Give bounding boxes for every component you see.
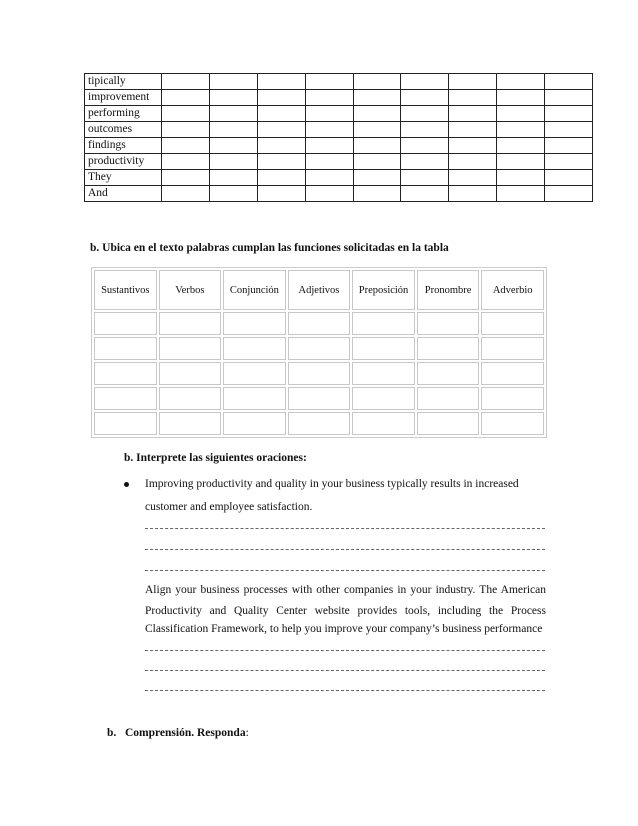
blank-cell[interactable] xyxy=(288,362,351,385)
blank-cell[interactable] xyxy=(449,186,497,202)
answer-line[interactable] xyxy=(145,690,545,691)
blank-cell[interactable] xyxy=(497,186,545,202)
blank-cell[interactable] xyxy=(305,106,353,122)
blank-cell[interactable] xyxy=(209,122,257,138)
blank-cell[interactable] xyxy=(257,90,305,106)
blank-cell[interactable] xyxy=(162,74,210,90)
blank-cell[interactable] xyxy=(353,154,401,170)
blank-cell[interactable] xyxy=(497,122,545,138)
blank-cell[interactable] xyxy=(94,387,157,410)
blank-cell[interactable] xyxy=(449,74,497,90)
function-header: Preposición xyxy=(352,270,415,310)
blank-cell[interactable] xyxy=(352,312,415,335)
blank-cell[interactable] xyxy=(352,387,415,410)
blank-cell[interactable] xyxy=(353,186,401,202)
blank-cell[interactable] xyxy=(288,312,351,335)
blank-cell[interactable] xyxy=(481,362,544,385)
blank-cell[interactable] xyxy=(94,412,157,435)
blank-cell[interactable] xyxy=(305,90,353,106)
blank-cell[interactable] xyxy=(401,106,449,122)
blank-cell[interactable] xyxy=(352,337,415,360)
function-table-row xyxy=(94,412,544,435)
function-header: Pronombre xyxy=(417,270,480,310)
blank-cell[interactable] xyxy=(159,362,222,385)
blank-cell[interactable] xyxy=(288,387,351,410)
function-table xyxy=(91,267,547,438)
blank-cell[interactable] xyxy=(288,337,351,360)
function-header: Adverbio xyxy=(481,270,544,310)
word-table-row xyxy=(85,138,593,154)
function-table-row xyxy=(94,387,544,410)
blank-cell[interactable] xyxy=(545,154,593,170)
blank-cell[interactable] xyxy=(223,337,286,360)
blank-cell[interactable] xyxy=(481,312,544,335)
blank-cell[interactable] xyxy=(162,170,210,186)
blank-cell[interactable] xyxy=(417,337,480,360)
blank-cell[interactable] xyxy=(159,337,222,360)
function-header: Adjetivos xyxy=(288,270,351,310)
blank-cell[interactable] xyxy=(209,74,257,90)
blank-cell[interactable] xyxy=(545,138,593,154)
blank-cell[interactable] xyxy=(545,170,593,186)
blank-cell[interactable] xyxy=(94,337,157,360)
blank-cell[interactable] xyxy=(94,312,157,335)
answer-line[interactable] xyxy=(145,528,545,529)
blank-cell[interactable] xyxy=(497,154,545,170)
function-table-row xyxy=(94,362,544,385)
answer-line[interactable] xyxy=(145,570,545,571)
blank-cell[interactable] xyxy=(209,106,257,122)
blank-cell[interactable] xyxy=(449,170,497,186)
blank-cell[interactable] xyxy=(288,412,351,435)
sentence-1-line-1: Improving productivity and quality in your business typically results in increased xyxy=(145,478,519,490)
blank-cell[interactable] xyxy=(401,154,449,170)
blank-cell[interactable] xyxy=(497,106,545,122)
blank-cell[interactable] xyxy=(159,387,222,410)
section-b3-heading xyxy=(125,727,249,739)
blank-cell[interactable] xyxy=(162,90,210,106)
blank-cell[interactable] xyxy=(94,362,157,385)
answer-line[interactable] xyxy=(145,670,545,671)
blank-cell[interactable] xyxy=(353,74,401,90)
blank-cell[interactable] xyxy=(257,122,305,138)
section-b3-title: Comprensión. Responda xyxy=(125,727,246,739)
section-b1-heading: b. Ubica en el texto palabras cumplan las funciones solicitadas en la tabla xyxy=(90,242,449,254)
blank-cell[interactable] xyxy=(481,337,544,360)
blank-cell[interactable] xyxy=(449,154,497,170)
answer-line[interactable] xyxy=(145,650,545,651)
blank-cell[interactable] xyxy=(162,106,210,122)
blank-cell[interactable] xyxy=(497,170,545,186)
blank-cell[interactable] xyxy=(353,90,401,106)
blank-cell[interactable] xyxy=(159,312,222,335)
blank-cell[interactable] xyxy=(257,170,305,186)
sentence-2-line-1: Align your business processes with other companies in your industry. The American xyxy=(145,584,546,596)
blank-cell[interactable] xyxy=(257,106,305,122)
blank-cell[interactable] xyxy=(209,154,257,170)
blank-cell[interactable] xyxy=(353,138,401,154)
blank-cell[interactable] xyxy=(401,186,449,202)
blank-cell[interactable] xyxy=(209,138,257,154)
blank-cell[interactable] xyxy=(223,387,286,410)
blank-cell[interactable] xyxy=(401,170,449,186)
blank-cell[interactable] xyxy=(497,74,545,90)
blank-cell[interactable] xyxy=(162,154,210,170)
blank-cell[interactable] xyxy=(223,412,286,435)
blank-cell[interactable] xyxy=(305,138,353,154)
blank-cell[interactable] xyxy=(162,138,210,154)
word-cell: They xyxy=(85,170,162,186)
blank-cell[interactable] xyxy=(401,74,449,90)
function-table-row xyxy=(94,337,544,360)
blank-cell[interactable] xyxy=(353,122,401,138)
blank-cell[interactable] xyxy=(223,362,286,385)
sentence-1-line-2: customer and employee satisfaction. xyxy=(145,501,313,513)
blank-cell[interactable] xyxy=(449,122,497,138)
blank-cell[interactable] xyxy=(545,186,593,202)
blank-cell[interactable] xyxy=(305,170,353,186)
blank-cell[interactable] xyxy=(481,412,544,435)
blank-cell[interactable] xyxy=(305,186,353,202)
blank-cell[interactable] xyxy=(417,362,480,385)
function-header: Verbos xyxy=(159,270,222,310)
section-b2-heading: b. Interprete las siguientes oraciones: xyxy=(124,452,307,464)
answer-line[interactable] xyxy=(145,549,545,550)
blank-cell[interactable] xyxy=(401,90,449,106)
word-cell: And xyxy=(85,186,162,202)
word-table-row xyxy=(85,186,593,202)
blank-cell[interactable] xyxy=(417,312,480,335)
blank-cell[interactable] xyxy=(449,138,497,154)
word-cell: outcomes xyxy=(85,122,162,138)
blank-cell[interactable] xyxy=(545,106,593,122)
word-cell: productivity xyxy=(85,154,162,170)
blank-cell[interactable] xyxy=(401,138,449,154)
word-table-row xyxy=(85,106,593,122)
word-cell: improvement xyxy=(85,90,162,106)
bullet-icon xyxy=(124,482,129,487)
word-cell: tipically xyxy=(85,74,162,90)
sentence-2-line-2: Productivity and Quality Center website provides tools, including the Process xyxy=(145,605,546,617)
blank-cell[interactable] xyxy=(223,312,286,335)
blank-cell[interactable] xyxy=(497,90,545,106)
blank-cell[interactable] xyxy=(545,74,593,90)
blank-cell[interactable] xyxy=(497,138,545,154)
blank-cell[interactable] xyxy=(305,74,353,90)
blank-cell[interactable] xyxy=(305,122,353,138)
word-table-row xyxy=(85,74,593,90)
function-header: Conjunción xyxy=(223,270,286,310)
blank-cell[interactable] xyxy=(257,154,305,170)
word-cell: findings xyxy=(85,138,162,154)
blank-cell[interactable] xyxy=(481,387,544,410)
sentence-2-line-3: Classification Framework, to help you improve your company’s business performance xyxy=(145,623,543,635)
blank-cell[interactable] xyxy=(449,90,497,106)
word-table-row xyxy=(85,90,593,106)
blank-cell[interactable] xyxy=(257,74,305,90)
blank-cell[interactable] xyxy=(545,90,593,106)
section-b3-colon: : xyxy=(245,727,249,739)
word-table xyxy=(84,73,593,202)
blank-cell[interactable] xyxy=(162,122,210,138)
blank-cell[interactable] xyxy=(353,106,401,122)
blank-cell[interactable] xyxy=(417,412,480,435)
section-b3-prefix: b. xyxy=(107,727,117,739)
word-table-row xyxy=(85,170,593,186)
blank-cell[interactable] xyxy=(209,90,257,106)
blank-cell[interactable] xyxy=(417,387,480,410)
blank-cell[interactable] xyxy=(257,138,305,154)
blank-cell[interactable] xyxy=(545,122,593,138)
blank-cell[interactable] xyxy=(352,412,415,435)
word-table-row xyxy=(85,122,593,138)
blank-cell[interactable] xyxy=(401,122,449,138)
blank-cell[interactable] xyxy=(209,170,257,186)
blank-cell[interactable] xyxy=(353,170,401,186)
function-table-row xyxy=(94,312,544,335)
blank-cell[interactable] xyxy=(449,106,497,122)
blank-cell[interactable] xyxy=(162,186,210,202)
word-cell: performing xyxy=(85,106,162,122)
blank-cell[interactable] xyxy=(257,186,305,202)
blank-cell[interactable] xyxy=(209,186,257,202)
function-header: Sustantivos xyxy=(94,270,157,310)
blank-cell[interactable] xyxy=(352,362,415,385)
word-table-row xyxy=(85,154,593,170)
blank-cell[interactable] xyxy=(305,154,353,170)
blank-cell[interactable] xyxy=(159,412,222,435)
